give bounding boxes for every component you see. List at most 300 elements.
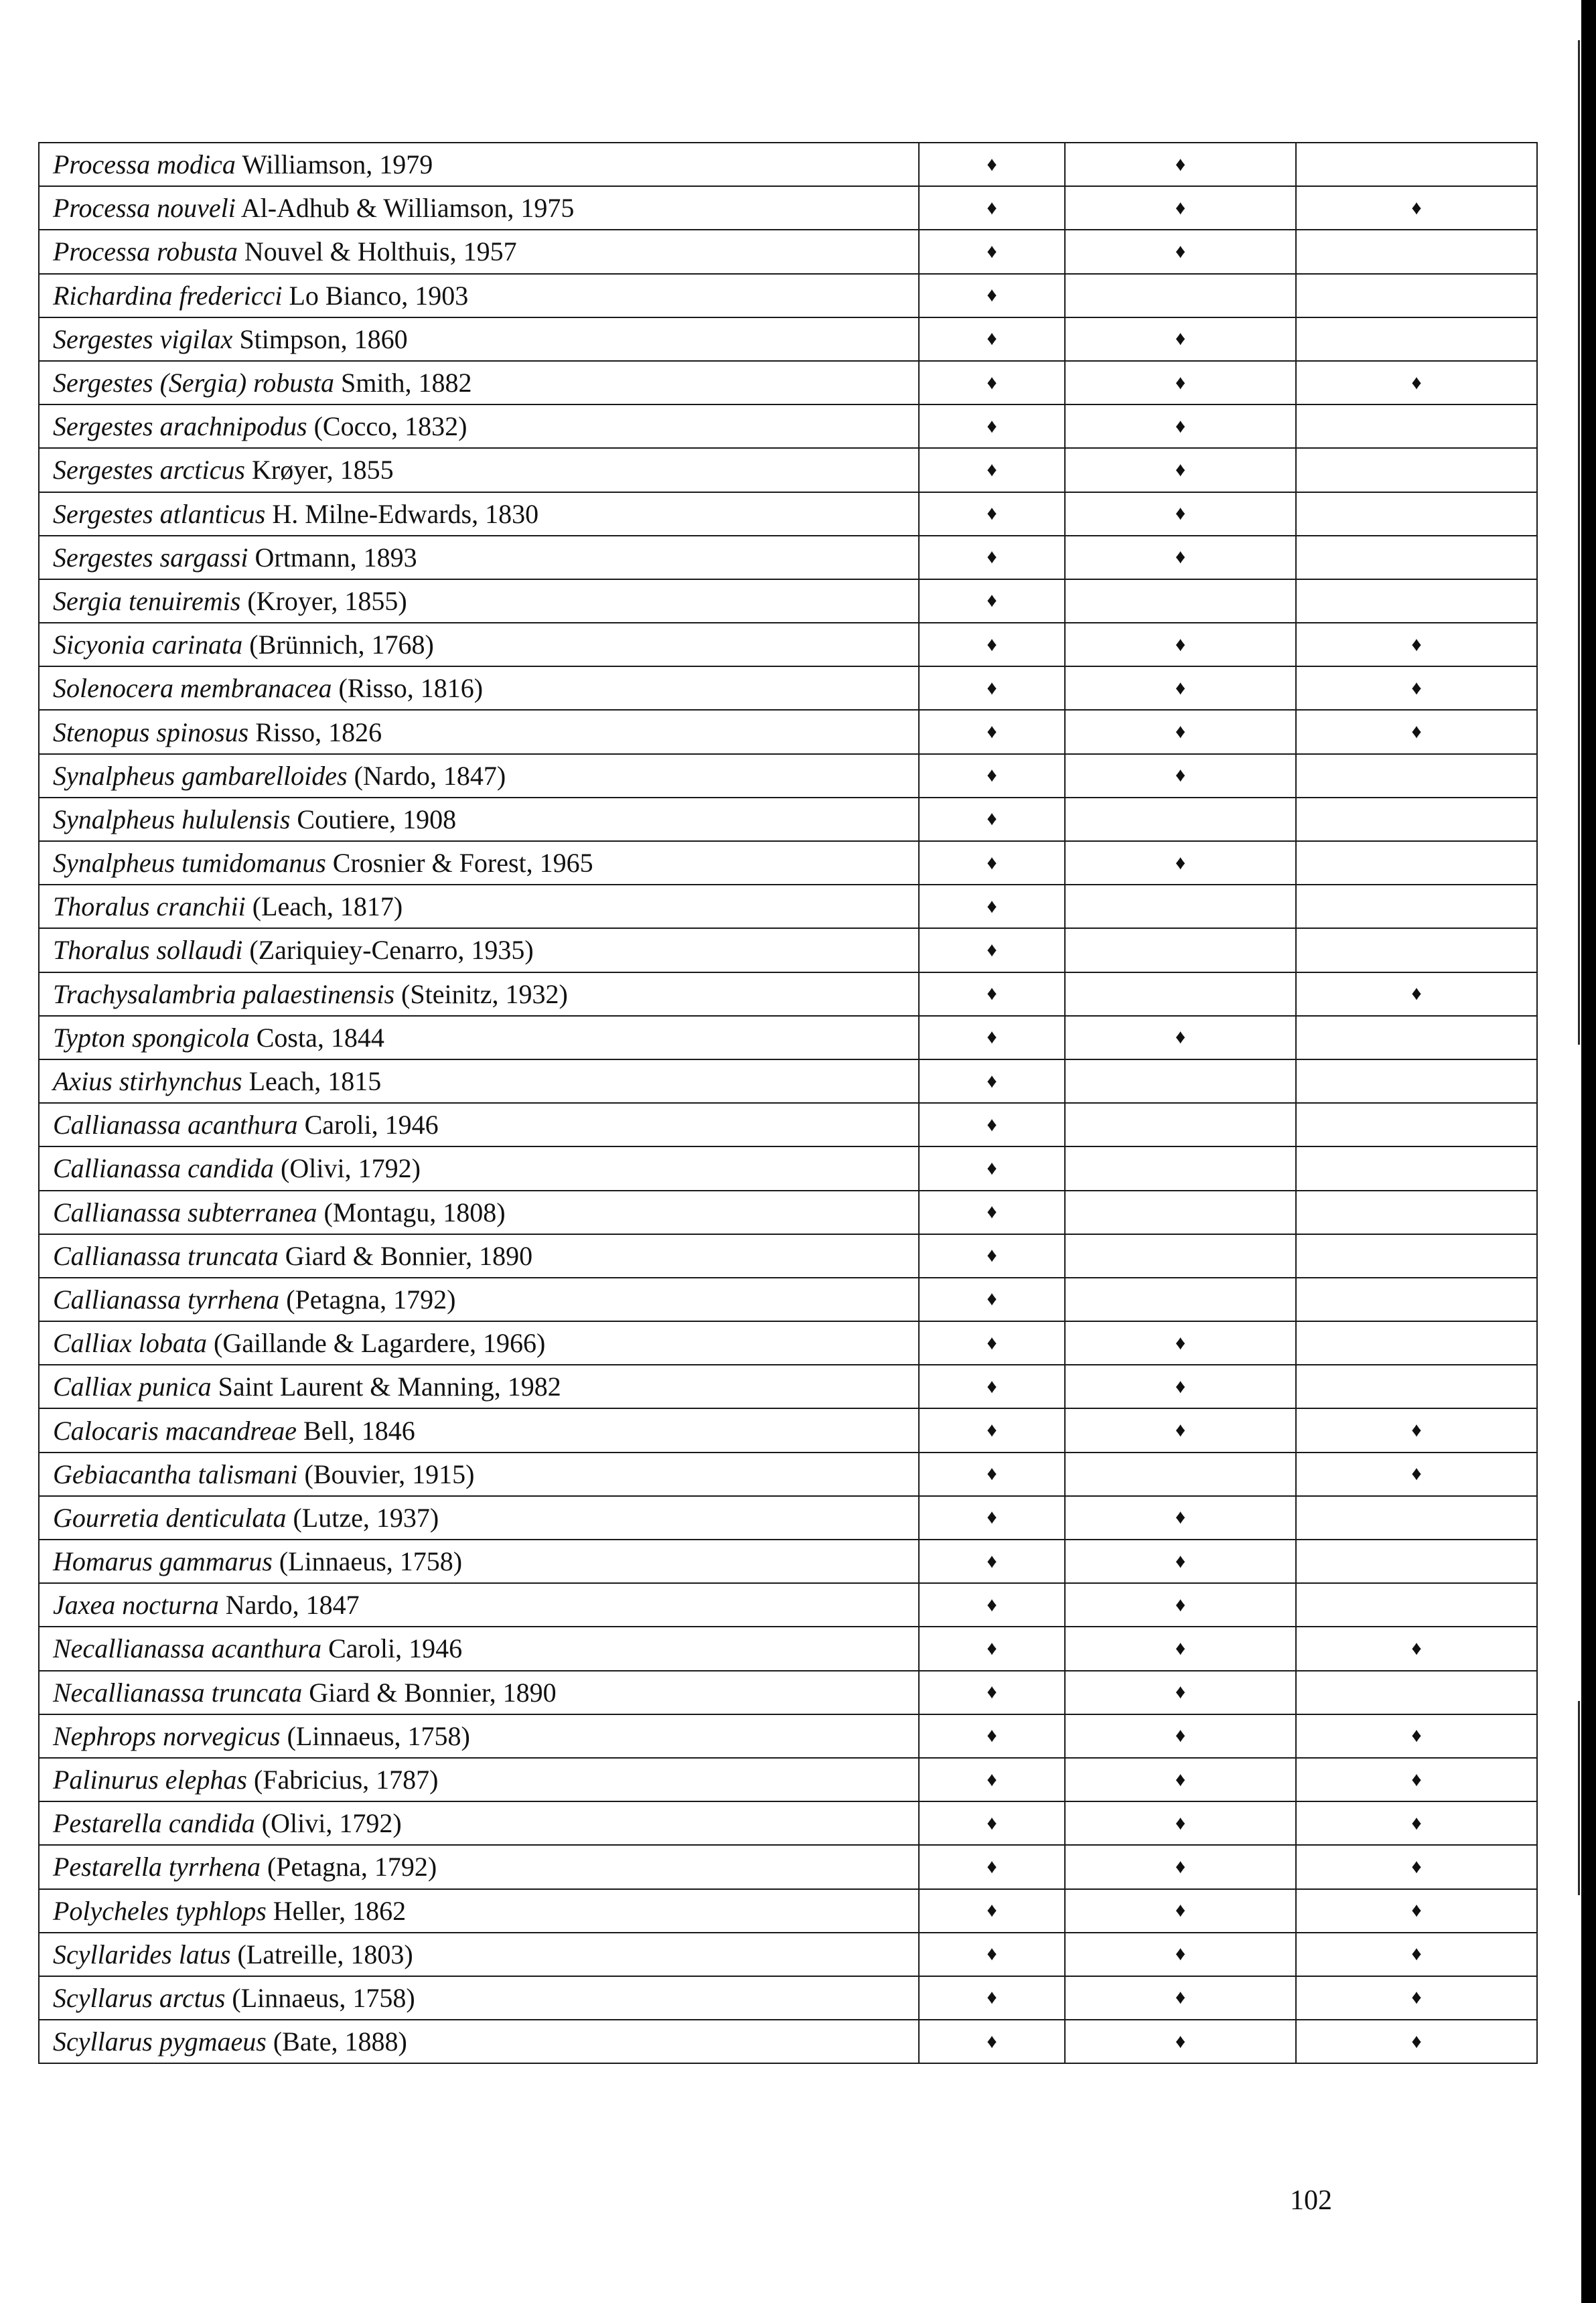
species-name-cell <box>39 1103 919 1146</box>
presence-cell-2: ♦ <box>1065 1714 1296 1758</box>
presence-cell-2: ♦ <box>1065 448 1296 492</box>
species-name-cell <box>39 1583 919 1627</box>
taxon-name: Callianassa truncata <box>53 1240 279 1271</box>
taxon-name: Gourretia denticulata <box>53 1502 287 1533</box>
species-name-cell <box>39 579 919 623</box>
presence-cell-1: ♦ <box>919 1191 1065 1234</box>
presence-cell-1: ♦ <box>919 841 1065 885</box>
presence-cell-1: ♦ <box>919 1583 1065 1627</box>
taxon-authority: (Olivi, 1792) <box>261 1808 402 1839</box>
taxon-authority: Crosnier & Forest, 1965 <box>332 848 593 879</box>
taxon-name: Calocaris macandreae <box>53 1415 297 1446</box>
table-row <box>39 1453 1537 1496</box>
species-name-cell <box>39 317 919 361</box>
species-name-cell <box>39 1671 919 1714</box>
presence-cell-2 <box>1065 798 1296 841</box>
species-name-cell <box>39 1191 919 1234</box>
presence-cell-1: ♦ <box>919 404 1065 448</box>
species-name-cell <box>39 972 919 1016</box>
table-row <box>39 1191 1537 1234</box>
species-name-cell <box>39 798 919 841</box>
presence-cell-1: ♦ <box>919 1889 1065 1933</box>
taxon-authority: Smith, 1882 <box>340 368 472 398</box>
taxon-authority: Giard & Bonnier, 1890 <box>285 1240 533 1271</box>
presence-cell-2 <box>1065 1453 1296 1496</box>
species-name-cell <box>39 1714 919 1758</box>
species-name-cell <box>39 1278 919 1321</box>
presence-cell-3 <box>1296 1321 1537 1365</box>
taxon-authority: (Brünnich, 1768) <box>249 629 434 660</box>
taxon-authority: (Nardo, 1847) <box>354 760 506 791</box>
table-row <box>39 1627 1537 1670</box>
table-row <box>39 1059 1537 1103</box>
presence-cell-3: ♦ <box>1296 1976 1537 2020</box>
scan-edge-line <box>1578 1701 1580 1895</box>
taxon-authority: Nardo, 1847 <box>225 1590 360 1621</box>
presence-cell-3 <box>1296 1540 1537 1583</box>
taxon-name: Synalpheus tumidomanus <box>53 848 326 879</box>
presence-cell-3 <box>1296 1016 1537 1059</box>
presence-cell-1: ♦ <box>919 1496 1065 1540</box>
taxon-authority: (Fabricius, 1787) <box>253 1765 439 1795</box>
presence-cell-3: ♦ <box>1296 361 1537 404</box>
presence-cell-3: ♦ <box>1296 1408 1537 1452</box>
taxon-name: Processa robusta <box>53 236 238 267</box>
taxon-authority: (Bouvier, 1915) <box>304 1459 475 1489</box>
taxon-authority: (Cocco, 1832) <box>313 411 467 442</box>
taxon-authority: Ortmann, 1893 <box>255 542 417 573</box>
taxon-name: Gebiacantha talismani <box>53 1459 298 1489</box>
presence-cell-1: ♦ <box>919 666 1065 710</box>
taxon-name: Nephrops norvegicus <box>53 1720 281 1751</box>
presence-cell-3: ♦ <box>1296 666 1537 710</box>
taxon-authority: Coutiere, 1908 <box>297 804 457 834</box>
presence-cell-2: ♦ <box>1065 1540 1296 1583</box>
table-row <box>39 710 1537 753</box>
species-name-cell <box>39 1059 919 1103</box>
taxon-name: Sicyonia carinata <box>53 629 243 660</box>
species-name-cell <box>39 1365 919 1408</box>
taxon-name: Pestarella candida <box>53 1808 255 1839</box>
presence-cell-3: ♦ <box>1296 1627 1537 1670</box>
presence-cell-1: ♦ <box>919 1016 1065 1059</box>
taxon-name: Necallianassa acanthura <box>53 1633 322 1664</box>
taxon-name: Necallianassa truncata <box>53 1677 303 1708</box>
presence-cell-1: ♦ <box>919 1103 1065 1146</box>
presence-cell-3 <box>1296 754 1537 798</box>
presence-cell-2: ♦ <box>1065 1889 1296 1933</box>
table-row <box>39 885 1537 928</box>
presence-cell-2: ♦ <box>1065 361 1296 404</box>
presence-cell-2: ♦ <box>1065 1627 1296 1670</box>
presence-cell-1: ♦ <box>919 1540 1065 1583</box>
presence-cell-1: ♦ <box>919 1321 1065 1365</box>
presence-cell-3: ♦ <box>1296 1889 1537 1933</box>
presence-cell-3 <box>1296 841 1537 885</box>
taxon-name: Sergestes arachnipodus <box>53 411 307 442</box>
presence-cell-1: ♦ <box>919 274 1065 317</box>
presence-cell-2 <box>1065 928 1296 972</box>
taxon-name: Callianassa subterranea <box>53 1197 317 1228</box>
species-name-cell <box>39 1758 919 1801</box>
taxon-authority: Heller, 1862 <box>273 1895 407 1926</box>
species-name-cell <box>39 623 919 666</box>
taxon-authority: Saint Laurent & Manning, 1982 <box>218 1371 561 1402</box>
table-row <box>39 1714 1537 1758</box>
taxon-authority: Bell, 1846 <box>303 1415 415 1446</box>
presence-cell-3: ♦ <box>1296 1933 1537 1976</box>
presence-cell-3: ♦ <box>1296 2020 1537 2063</box>
presence-cell-3: ♦ <box>1296 1758 1537 1801</box>
taxon-name: Typton spongicola <box>53 1022 250 1053</box>
presence-cell-2 <box>1065 885 1296 928</box>
table-row <box>39 1321 1537 1365</box>
presence-cell-3 <box>1296 1146 1537 1190</box>
taxon-name: Polycheles typhlops <box>53 1895 267 1926</box>
taxon-authority: (Gaillande & Lagardere, 1966) <box>214 1328 546 1359</box>
presence-cell-2: ♦ <box>1065 1976 1296 2020</box>
presence-cell-1: ♦ <box>919 1933 1065 1976</box>
presence-cell-3 <box>1296 274 1537 317</box>
table-row <box>39 798 1537 841</box>
table-row <box>39 1889 1537 1933</box>
presence-cell-1: ♦ <box>919 1408 1065 1452</box>
taxon-name: Trachysalambria palaestinensis <box>53 978 395 1009</box>
presence-cell-2: ♦ <box>1065 143 1296 186</box>
taxon-authority: Al-Adhub & Williamson, 1975 <box>240 193 575 224</box>
taxon-authority: (Montagu, 1808) <box>323 1197 506 1228</box>
scan-edge-line <box>1578 40 1580 1045</box>
taxon-authority: Caroli, 1946 <box>304 1110 439 1140</box>
presence-cell-1: ♦ <box>919 1714 1065 1758</box>
species-name-cell <box>39 1627 919 1670</box>
presence-cell-1: ♦ <box>919 1365 1065 1408</box>
presence-cell-2: ♦ <box>1065 404 1296 448</box>
presence-cell-2: ♦ <box>1065 492 1296 536</box>
taxon-authority: Risso, 1826 <box>255 717 382 747</box>
presence-cell-2: ♦ <box>1065 710 1296 753</box>
taxon-name: Thoralus cranchii <box>53 891 246 922</box>
presence-cell-1: ♦ <box>919 1758 1065 1801</box>
presence-cell-2 <box>1065 579 1296 623</box>
presence-cell-1: ♦ <box>919 928 1065 972</box>
species-name-cell <box>39 841 919 885</box>
taxon-authority: (Zariquiey-Cenarro, 1935) <box>249 935 534 966</box>
taxon-authority: Giard & Bonnier, 1890 <box>309 1677 557 1708</box>
presence-cell-1: ♦ <box>919 579 1065 623</box>
taxon-authority: (Olivi, 1792) <box>281 1153 421 1184</box>
presence-cell-3 <box>1296 798 1537 841</box>
species-name-cell <box>39 1146 919 1190</box>
species-name-cell <box>39 666 919 710</box>
presence-cell-1: ♦ <box>919 1234 1065 1278</box>
table-row <box>39 1801 1537 1845</box>
table-row <box>39 1408 1537 1452</box>
table-row <box>39 448 1537 492</box>
presence-cell-2 <box>1065 1146 1296 1190</box>
presence-cell-2: ♦ <box>1065 1016 1296 1059</box>
taxon-authority: H. Milne-Edwards, 1830 <box>272 498 539 529</box>
presence-cell-2 <box>1065 1191 1296 1234</box>
presence-cell-3: ♦ <box>1296 1714 1537 1758</box>
presence-cell-3 <box>1296 885 1537 928</box>
presence-cell-2 <box>1065 1278 1296 1321</box>
species-name-cell <box>39 1321 919 1365</box>
table-row <box>39 1496 1537 1540</box>
presence-cell-1: ♦ <box>919 1976 1065 2020</box>
table-row <box>39 1758 1537 1801</box>
presence-cell-1: ♦ <box>919 1801 1065 1845</box>
presence-cell-3: ♦ <box>1296 710 1537 753</box>
presence-cell-2 <box>1065 1234 1296 1278</box>
presence-cell-2: ♦ <box>1065 1933 1296 1976</box>
taxon-name: Sergia tenuiremis <box>53 585 241 616</box>
table-row <box>39 143 1537 186</box>
presence-cell-3 <box>1296 1191 1537 1234</box>
taxon-authority: (Petagna, 1792) <box>286 1284 456 1315</box>
taxon-authority: Krøyer, 1855 <box>251 455 394 486</box>
presence-cell-3 <box>1296 404 1537 448</box>
presence-cell-3 <box>1296 1583 1537 1627</box>
species-name-cell <box>39 448 919 492</box>
species-name-cell <box>39 885 919 928</box>
presence-cell-3: ♦ <box>1296 1845 1537 1888</box>
taxon-name: Scyllarus pygmaeus <box>53 2026 267 2057</box>
species-name-cell <box>39 274 919 317</box>
taxon-authority: (Kroyer, 1855) <box>247 585 407 616</box>
presence-cell-3 <box>1296 536 1537 579</box>
taxon-authority: (Risso, 1816) <box>338 673 484 704</box>
presence-cell-3 <box>1296 1365 1537 1408</box>
species-name-cell <box>39 1234 919 1278</box>
table-row <box>39 1540 1537 1583</box>
presence-cell-3: ♦ <box>1296 623 1537 666</box>
species-name-cell <box>39 754 919 798</box>
taxon-name: Jaxea nocturna <box>53 1590 219 1621</box>
taxon-authority: (Steinitz, 1932) <box>401 978 568 1009</box>
species-name-cell <box>39 1976 919 2020</box>
presence-cell-1: ♦ <box>919 754 1065 798</box>
table-body <box>39 143 1537 2063</box>
presence-cell-2: ♦ <box>1065 841 1296 885</box>
taxon-name: Scyllarides latus <box>53 1939 231 1970</box>
presence-cell-3: ♦ <box>1296 186 1537 230</box>
presence-cell-3 <box>1296 448 1537 492</box>
table-row <box>39 841 1537 885</box>
presence-cell-2: ♦ <box>1065 623 1296 666</box>
presence-cell-1: ♦ <box>919 492 1065 536</box>
taxon-name: Callianassa tyrrhena <box>53 1284 280 1315</box>
table-row <box>39 666 1537 710</box>
taxon-authority: Caroli, 1946 <box>328 1633 463 1664</box>
presence-cell-1: ♦ <box>919 230 1065 273</box>
taxon-authority: (Petagna, 1792) <box>267 1852 437 1882</box>
taxon-authority: Leach, 1815 <box>248 1066 382 1097</box>
taxon-name: Axius stirhynchus <box>53 1066 242 1097</box>
presence-cell-2 <box>1065 1103 1296 1146</box>
table-row <box>39 1845 1537 1888</box>
species-name-cell <box>39 1845 919 1888</box>
table-row <box>39 1234 1537 1278</box>
taxon-authority: (Bate, 1888) <box>273 2026 407 2057</box>
presence-cell-2: ♦ <box>1065 1321 1296 1365</box>
presence-cell-2: ♦ <box>1065 1496 1296 1540</box>
taxon-name: Sergestes atlanticus <box>53 498 266 529</box>
taxon-authority: (Linnaeus, 1758) <box>232 1982 415 2013</box>
taxon-name: Processa nouveli <box>53 193 236 224</box>
species-distribution-table <box>38 142 1538 2064</box>
presence-cell-3 <box>1296 1103 1537 1146</box>
taxon-name: Calliax lobata <box>53 1328 207 1359</box>
presence-cell-3 <box>1296 230 1537 273</box>
taxon-authority: Costa, 1844 <box>256 1022 384 1053</box>
presence-cell-3 <box>1296 928 1537 972</box>
species-name-cell <box>39 1801 919 1845</box>
taxon-name: Calliax punica <box>53 1371 212 1402</box>
presence-cell-1: ♦ <box>919 972 1065 1016</box>
species-name-cell <box>39 230 919 273</box>
presence-cell-1: ♦ <box>919 1671 1065 1714</box>
presence-cell-1: ♦ <box>919 1627 1065 1670</box>
table-row <box>39 317 1537 361</box>
presence-cell-1: ♦ <box>919 1278 1065 1321</box>
presence-cell-3 <box>1296 1278 1537 1321</box>
presence-cell-1: ♦ <box>919 798 1065 841</box>
species-name-cell <box>39 2020 919 2063</box>
presence-cell-2: ♦ <box>1065 754 1296 798</box>
table-row <box>39 186 1537 230</box>
table-row <box>39 361 1537 404</box>
presence-cell-1: ♦ <box>919 143 1065 186</box>
presence-cell-2: ♦ <box>1065 1583 1296 1627</box>
taxon-name: Homarus gammarus <box>53 1546 273 1577</box>
presence-cell-2: ♦ <box>1065 1758 1296 1801</box>
presence-cell-1: ♦ <box>919 186 1065 230</box>
taxon-name: Callianassa candida <box>53 1153 275 1184</box>
table-row <box>39 274 1537 317</box>
table-row <box>39 536 1537 579</box>
table-row <box>39 579 1537 623</box>
taxon-authority: Williamson, 1979 <box>242 149 433 180</box>
table-row <box>39 1365 1537 1408</box>
taxon-name: Pestarella tyrrhena <box>53 1852 261 1882</box>
table-row <box>39 1583 1537 1627</box>
presence-cell-1: ♦ <box>919 623 1065 666</box>
taxon-name: Palinurus elephas <box>53 1765 247 1795</box>
presence-cell-2 <box>1065 972 1296 1016</box>
presence-cell-3: ♦ <box>1296 972 1537 1016</box>
species-name-cell <box>39 404 919 448</box>
species-name-cell <box>39 536 919 579</box>
taxon-name: Scyllarus arctus <box>53 1982 226 2013</box>
table-row <box>39 1671 1537 1714</box>
presence-cell-3: ♦ <box>1296 1801 1537 1845</box>
taxon-authority: Nouvel & Holthuis, 1957 <box>244 236 517 267</box>
taxon-authority: Stimpson, 1860 <box>239 323 408 354</box>
table-row <box>39 1146 1537 1190</box>
taxon-authority: (Linnaeus, 1758) <box>279 1546 463 1577</box>
taxon-authority: Lo Bianco, 1903 <box>289 280 469 311</box>
presence-cell-3 <box>1296 1059 1537 1103</box>
presence-cell-1: ♦ <box>919 448 1065 492</box>
presence-cell-2: ♦ <box>1065 317 1296 361</box>
taxon-name: Synalpheus hululensis <box>53 804 291 834</box>
page-number: 102 <box>1290 2185 1332 2216</box>
table-row <box>39 2020 1537 2063</box>
presence-cell-3: ♦ <box>1296 1453 1537 1496</box>
presence-cell-1: ♦ <box>919 536 1065 579</box>
species-name-cell <box>39 1889 919 1933</box>
taxon-name: Sergestes sargassi <box>53 542 248 573</box>
presence-cell-1: ♦ <box>919 1146 1065 1190</box>
presence-cell-3 <box>1296 143 1537 186</box>
table-row <box>39 1103 1537 1146</box>
presence-cell-1: ♦ <box>919 1845 1065 1888</box>
presence-cell-2: ♦ <box>1065 536 1296 579</box>
species-name-cell <box>39 186 919 230</box>
taxon-name: Callianassa acanthura <box>53 1110 298 1140</box>
table-row <box>39 1278 1537 1321</box>
presence-cell-1: ♦ <box>919 885 1065 928</box>
presence-cell-1: ♦ <box>919 710 1065 753</box>
species-name-cell <box>39 1408 919 1452</box>
presence-cell-2: ♦ <box>1065 186 1296 230</box>
presence-cell-2 <box>1065 1059 1296 1103</box>
species-name-cell <box>39 143 919 186</box>
taxon-authority: (Linnaeus, 1758) <box>287 1720 470 1751</box>
table-row <box>39 404 1537 448</box>
species-name-cell <box>39 710 919 753</box>
presence-cell-1: ♦ <box>919 1453 1065 1496</box>
presence-cell-1: ♦ <box>919 2020 1065 2063</box>
presence-cell-2: ♦ <box>1065 1408 1296 1452</box>
taxon-name: Richardina fredericci <box>53 280 283 311</box>
presence-cell-2: ♦ <box>1065 666 1296 710</box>
presence-cell-2: ♦ <box>1065 2020 1296 2063</box>
table-row <box>39 1933 1537 1976</box>
taxon-name: Processa modica <box>53 149 236 180</box>
taxon-name: Stenopus spinosus <box>53 717 249 747</box>
taxon-authority: (Lutze, 1937) <box>293 1502 439 1533</box>
table-row <box>39 1016 1537 1059</box>
presence-cell-2: ♦ <box>1065 230 1296 273</box>
presence-cell-1: ♦ <box>919 361 1065 404</box>
species-name-cell <box>39 1453 919 1496</box>
table-row <box>39 1976 1537 2020</box>
presence-cell-3 <box>1296 1496 1537 1540</box>
taxon-name: Sergestes vigilax <box>53 323 233 354</box>
table-row <box>39 972 1537 1016</box>
taxon-name: Sergestes arcticus <box>53 455 245 486</box>
species-name-cell <box>39 928 919 972</box>
presence-cell-3 <box>1296 1671 1537 1714</box>
presence-cell-3 <box>1296 492 1537 536</box>
species-name-cell <box>39 1540 919 1583</box>
taxon-name: Thoralus sollaudi <box>53 935 243 966</box>
species-name-cell <box>39 492 919 536</box>
species-name-cell <box>39 1496 919 1540</box>
species-name-cell <box>39 361 919 404</box>
table-row <box>39 492 1537 536</box>
taxon-name: Synalpheus gambarelloides <box>53 760 348 791</box>
presence-cell-1: ♦ <box>919 317 1065 361</box>
species-name-cell <box>39 1933 919 1976</box>
table-row <box>39 754 1537 798</box>
presence-cell-3 <box>1296 579 1537 623</box>
presence-cell-2: ♦ <box>1065 1801 1296 1845</box>
taxon-authority: (Leach, 1817) <box>252 891 403 922</box>
table-row <box>39 623 1537 666</box>
